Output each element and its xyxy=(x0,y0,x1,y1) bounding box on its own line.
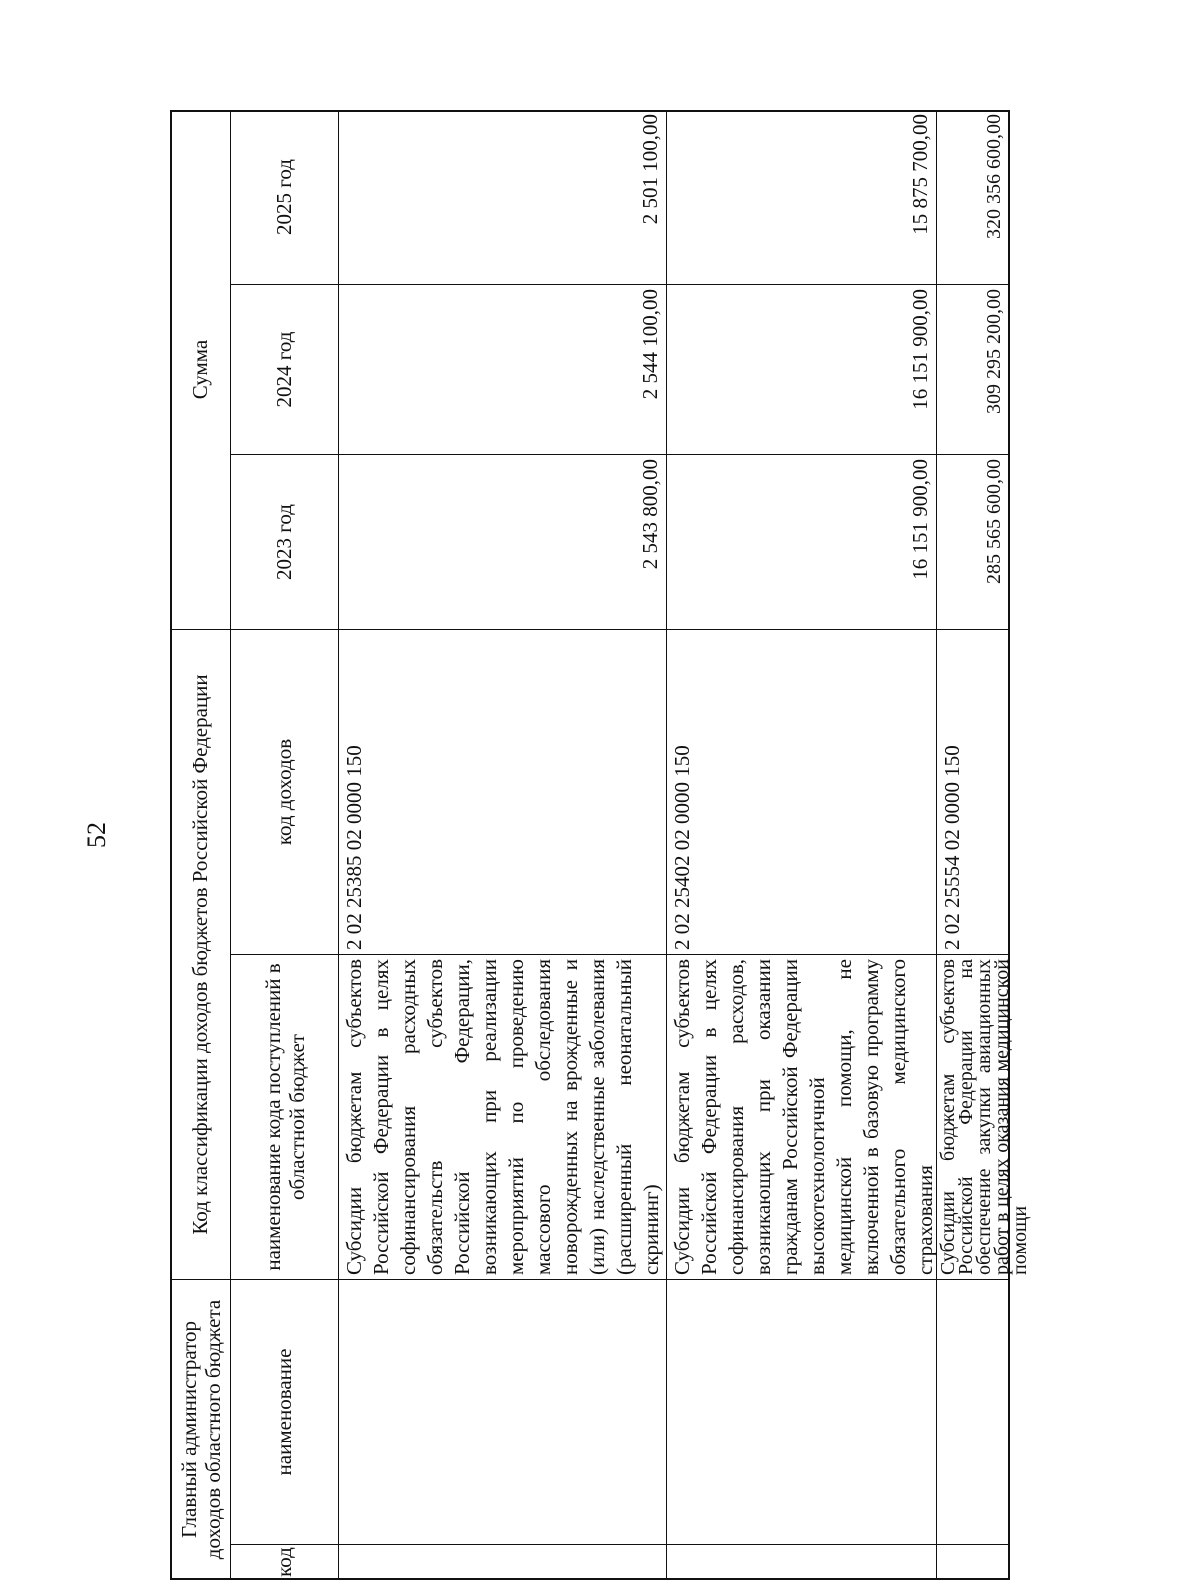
row-2-income-code: 2 02 25402 02 0000 150 xyxy=(666,630,936,955)
header-col-2025: 2025 год xyxy=(230,110,338,285)
row-1-income-name: Субсидии бюджетам субъектов Российской Федерации в целях софинансирования расходных обязательств субъектов Российской Федерации, возникающих при реализации мероприятий по проведению массового обследования новорожденных на врожденные и (или) наследственные заболевания (расширенный неонатальный скрининг) xyxy=(338,955,666,1280)
header-chief-admin: Главный администратор доходов областного бюджета xyxy=(170,1280,230,1580)
header-col-2023: 2023 год xyxy=(230,455,338,630)
row-3-income-code: 2 02 25554 02 0000 150 xyxy=(936,630,1010,955)
header-col-income-code: код доходов xyxy=(230,630,338,955)
row-2-2025: 15 875 700,00 xyxy=(666,110,936,285)
header-col-code: код xyxy=(230,1545,338,1580)
header-sum: Сумма xyxy=(170,110,230,630)
row-2-code xyxy=(666,1545,936,1580)
row-1-2025: 2 501 100,00 xyxy=(338,110,666,285)
row-3-code xyxy=(936,1545,1010,1580)
row-3-2025: 320 356 600,00 xyxy=(936,110,1010,285)
header-col-name: наименование xyxy=(230,1280,338,1545)
row-1-2024: 2 544 100,00 xyxy=(338,285,666,455)
row-2-name xyxy=(666,1280,936,1545)
header-col-income-name: наименование кода поступлений в областной бюджет xyxy=(230,955,338,1280)
row-3-name xyxy=(936,1280,1010,1545)
income-classification-table xyxy=(170,110,1031,1580)
row-1-income-code: 2 02 25385 02 0000 150 xyxy=(338,630,666,955)
row-2-2023: 16 151 900,00 xyxy=(666,455,936,630)
page-number: 52 xyxy=(82,822,111,848)
row-3-income-name: Субсидии бюджетам субъектов Российской Федерации на обеспечение закупки авиационных работ в целях оказания медицинской помощи xyxy=(936,955,1010,1280)
header-classification: Код классификации доходов бюджетов Российской Федерации xyxy=(170,630,230,1280)
row-2-2024: 16 151 900,00 xyxy=(666,285,936,455)
header-col-2024: 2024 год xyxy=(230,285,338,455)
row-1-name xyxy=(338,1280,666,1545)
row-3-2024: 309 295 200,00 xyxy=(936,285,1010,455)
row-1-code xyxy=(338,1545,666,1580)
row-1-2023: 2 543 800,00 xyxy=(338,455,666,630)
row-3-2023: 285 565 600,00 xyxy=(936,455,1010,630)
row-2-income-name: Субсидии бюджетам субъектов Российской Федерации в целях софинансирования расходов, возникающих при оказании гражданам Российской Федерации высокотехнологичной медицинской помощи, не включенной в базовую программу обязательного медицинского страхования xyxy=(666,955,936,1280)
rotated-table-container xyxy=(170,110,1031,1580)
